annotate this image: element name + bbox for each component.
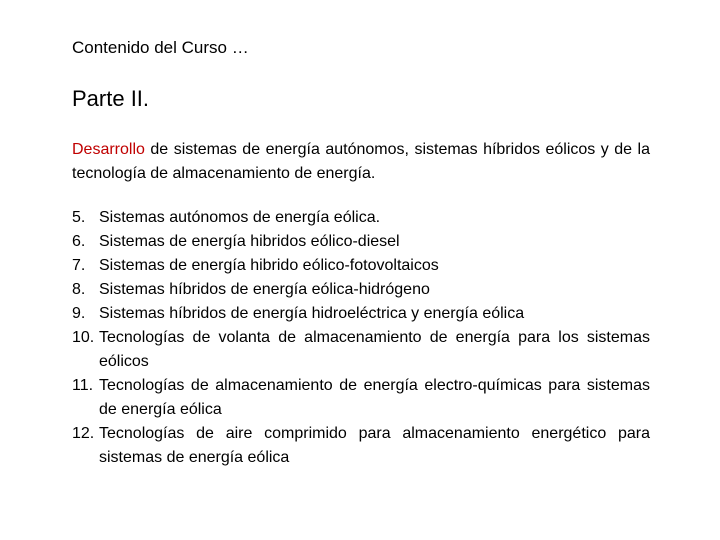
topic-text: Tecnologías de volanta de almacenamiento de energía para los sistemas eólicos [99, 329, 650, 370]
topic-number: 5. [72, 209, 86, 226]
topic-text: Tecnologías de almacenamiento de energía electro-químicas para sistemas de energía eólica [99, 377, 650, 418]
topic-item [72, 422, 650, 470]
topic-item [72, 326, 650, 374]
topic-text: Sistemas híbridos de energía eólica-hidrógeno [99, 281, 430, 298]
topic-list [72, 206, 650, 470]
topic-item [72, 254, 650, 278]
description-highlight: Desarrollo [72, 141, 145, 158]
topic-text: Sistemas de energía hibrido eólico-fotovoltaicos [99, 257, 439, 274]
topic-number: 12. [72, 425, 95, 442]
description-text: de sistemas de energía autónomos, sistemas híbridos eólicos y de la tecnología de almacenamiento de energía. [72, 141, 650, 182]
topic-number: 7. [72, 257, 86, 274]
topic-text: Sistemas de energía hibridos eólico-diesel [99, 233, 400, 250]
topic-text: Tecnologías de aire comprimido para almacenamiento energético para sistemas de energía eólica [99, 425, 650, 466]
topic-text: Sistemas híbridos de energía hidroeléctrica y energía eólica [99, 305, 525, 322]
topic-item [72, 302, 650, 326]
topic-item [72, 206, 650, 230]
topic-number: 8. [72, 281, 86, 298]
topic-number: 9. [72, 305, 86, 322]
topic-item [72, 230, 650, 254]
course-contents-heading: Contenido del Curso … [72, 38, 249, 57]
topic-text: Sistemas autónomos de energía eólica. [99, 209, 381, 226]
part-title: Parte II. [72, 86, 150, 111]
topic-number: 10. [72, 329, 95, 346]
topic-number: 6. [72, 233, 86, 250]
topic-item [72, 278, 650, 302]
topic-number: 11. [72, 377, 94, 394]
topic-item [72, 374, 650, 422]
part-description [72, 138, 650, 186]
